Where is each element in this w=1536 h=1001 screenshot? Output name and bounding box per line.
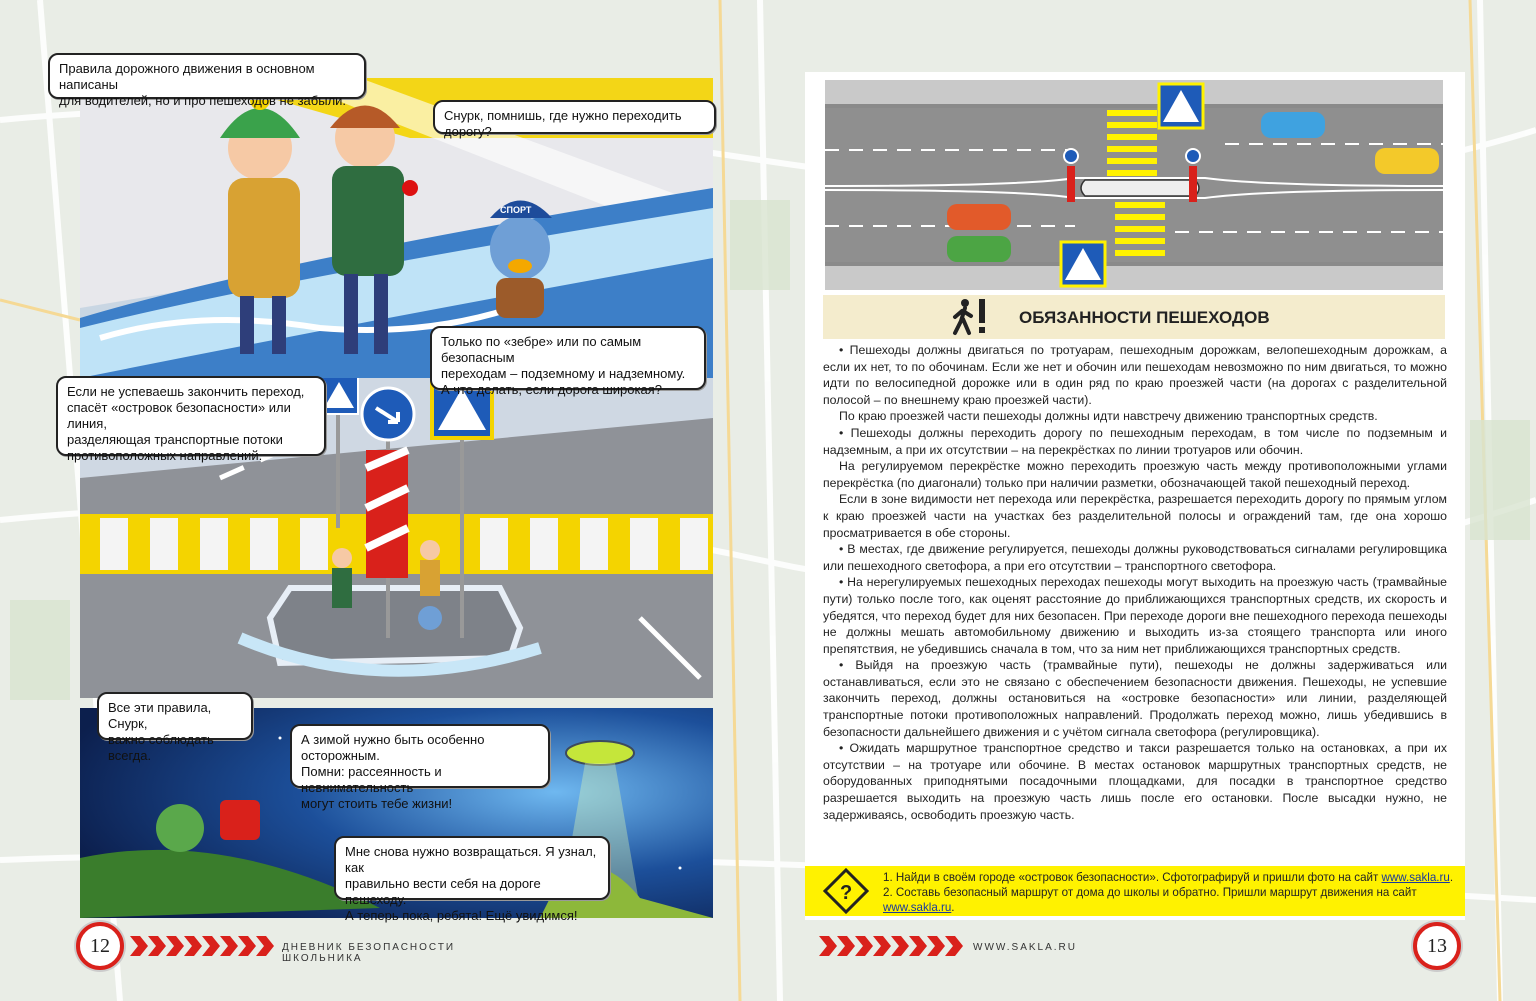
- task-item: 1. Найди в своём городе «островок безопасности». Сфотографируй и пришли фото на сайт www.sakla.ru.: [883, 871, 1454, 884]
- task-list: [883, 870, 1458, 915]
- rule-paragraph: • Пешеходы должны двигаться по тротуарам, пешеходным дорожкам, велопешеходным дорожкам, а если их нет, то по обочинам. Если же нет и обочин или пешеходам невозможно по ним двигаться, то можно идти по велосипедной дорожке или в один ряд по краю проезжей части (на дорогах с разделительной полосой – по внешнему краю проезжей части).: [823, 343, 1447, 407]
- chevron-right-icon: [130, 936, 280, 956]
- rule-paragraph: • В местах, где движение регулируется, пешеходы должны руководствоваться сигналами регулировщика или пешеходного светофора, а при его отсутствии – транспортного светофора.: [823, 542, 1447, 573]
- speech-bubble: Только по «зебре» или по самым безопасным переходам – подземному и надземному. А что делать, если дорога широкая?: [430, 326, 706, 390]
- rule-paragraph: • Пешеходы должны переходить дорогу по пешеходным переходам, в том числе по подземным и надземным, а при их отсутствии – на перекрёстках по линии тротуаров или обочин.: [823, 425, 1447, 457]
- comic-page: [59, 61, 713, 923]
- rule-paragraph: На регулируемом перекрёстке можно переходить проезжую часть между противоположными углами перекрёстка (по диагонали) только при наличии разметки, обозначающей такой пешеходный переход.: [823, 459, 1447, 490]
- road-diagram: [825, 80, 1443, 290]
- section-title: ОБЯЗАННОСТИ ПЕШЕХОДОВ: [1019, 308, 1270, 327]
- rule-paragraph: По краю проезжей части пешеходы должны идти навстречу движению транспортных средств.: [839, 409, 1378, 424]
- ufo-icon: [566, 741, 634, 765]
- speech-bubble: Снурк, помнишь, где нужно переходить дорогу?: [433, 100, 716, 134]
- rule-paragraph: • На нерегулируемых пешеходных переходах пешеходы могут выходить на проезжую часть (трамвайные пути) только после того, как оценят расстояние до приближающихся транспортных средств, их скорость и убедятся, что переход будет для них безопасен. При переходе дороги вне пешеходного перехода пешеходы не должны мешать автомобильному движению и выходить из-за стоящего транспорта или иного препятствия, не убедившись сначала в том, что за ним нет приближающихся транспортных средств.: [823, 575, 1447, 656]
- question-diamond-icon: [823, 868, 869, 914]
- right-footer: [815, 920, 1465, 980]
- footer-caption: ДНЕВНИК БЕЗОПАСНОСТИ ШКОЛЬНИКА: [282, 942, 456, 964]
- text-page: [805, 72, 1465, 920]
- svg-text:?: ?: [840, 882, 853, 904]
- speech-bubble: Правила дорожного движения в основном написаны для водителей, но и про пешеходов не забыли.: [48, 53, 366, 99]
- footer-caption: WWW.SAKLA.RU: [973, 942, 1078, 953]
- site-link[interactable]: www.sakla.ru: [1381, 871, 1450, 884]
- task-item: 2. Составь безопасный маршрут от дома до школы и обратно. Пришли маршрут движения на сайт www.sakla.ru.: [883, 886, 1417, 914]
- page-number: 12: [76, 922, 124, 970]
- pedestrian-crossing-sign-icon: [1061, 242, 1105, 286]
- left-footer: [76, 920, 496, 980]
- section-header: [823, 295, 1445, 339]
- speech-bubble: Все эти правила, Снурк, важно соблюдать всегда.: [97, 692, 253, 740]
- chevron-right-icon: [819, 936, 969, 956]
- speech-bubble: А зимой нужно быть особенно осторожным. Помни: рассеянность и невнимательность могут стоить тебе жизни!: [290, 724, 550, 788]
- task-box: [805, 866, 1465, 916]
- rule-paragraph: Если в зоне видимости нет перехода или перекрёстка, разрешается переходить дорогу по прямым углом к краю проезжей части на участках без разделительной полосы и ограждений там, где она хорошо просматривается в обе стороны.: [823, 492, 1447, 540]
- rule-paragraph: • Выйдя на проезжую часть (трамвайные пути), пешеходы не должны задерживаться или останавливаться, если это не связано с обеспечением безопасности движения. Пешеходы, не успевшие закончить переход, должны остановиться на «островке безопасности» или линии, разделяющей транспортные потоки противоположных направлений. Продолжать переход можно, лишь убедившись в безопасности дальнейшего движения и с учётом сигнала светофора (регулировщика).: [823, 658, 1447, 739]
- pedestrian-warning-icon: [951, 297, 991, 337]
- speech-bubble: Мне снова нужно возвращаться. Я узнал, как правильно вести себя на дороге пешеходу. А теперь пока, ребята! Ещё увидимся!: [334, 836, 610, 900]
- svg-text:СПОРТ: СПОРТ: [500, 205, 532, 215]
- speech-bubble: Если не успеваешь закончить переход, спасёт «островок безопасности» или линия, разделяющая транспортные потоки противоположных направлений.: [56, 376, 326, 456]
- site-link[interactable]: www.sakla.ru: [883, 901, 952, 914]
- pedestrian-crossing-sign-icon: [1159, 84, 1203, 128]
- page-number: 13: [1413, 922, 1461, 970]
- rule-paragraph: • Ожидать маршрутное транспортное средство и такси разрешается только на остановках, а при их отсутствии – на тротуаре или обочине. В местах остановок маршрутных транспортных средств, не оборудованных приподнятыми посадочными площадками, для посадки в транспортное средство разрешается выходить на проезжую часть лишь после его остановки. После высадки нужно, не задерживаясь, освободить проезжую часть.: [823, 741, 1447, 822]
- rules-text: [823, 342, 1447, 823]
